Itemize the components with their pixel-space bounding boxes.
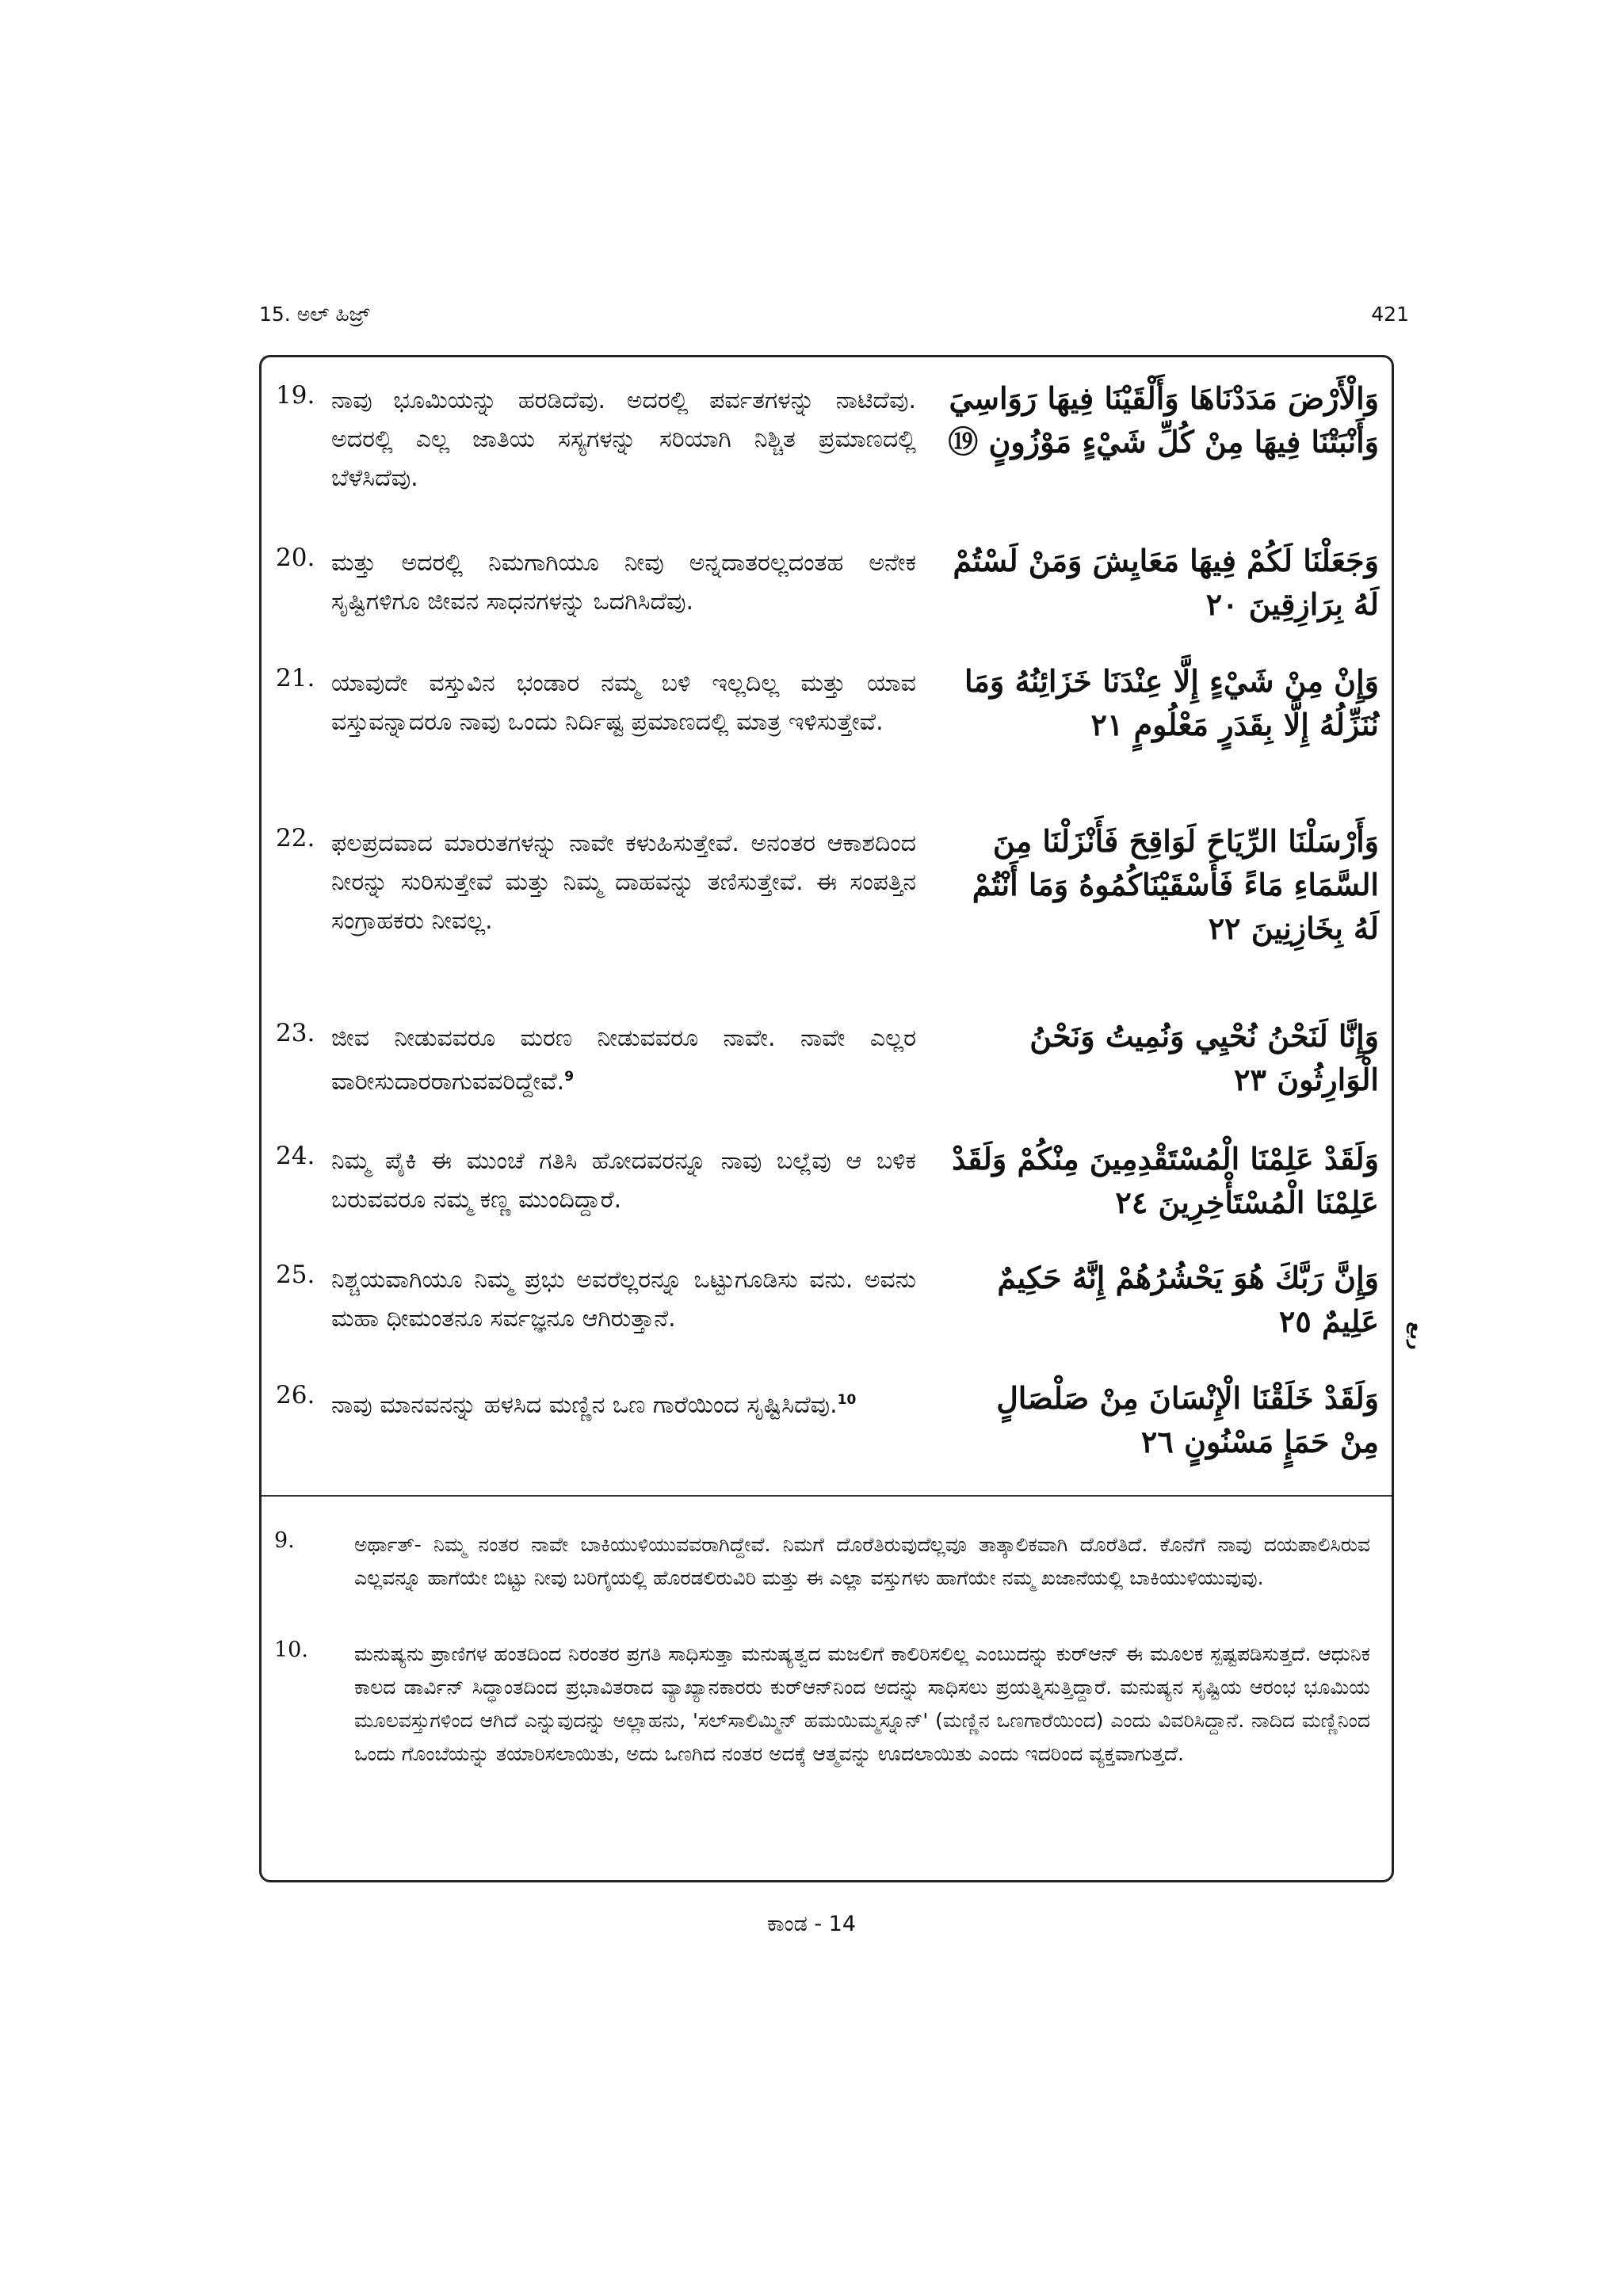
verse-number: 23. bbox=[276, 1019, 315, 1047]
verse-number: 21. bbox=[276, 664, 315, 692]
content-box bbox=[259, 355, 1394, 1882]
verse-arabic: وَإِنْ مِنْ شَيْءٍ إِلَّا عِنْدَنَا خَزَائِنُهُ وَمَا نُنَزِّلُهُ إِلَّا بِقَدَرٍ مَعْلُومٍ ٢١ bbox=[964, 663, 1379, 742]
footnote-number: 9. bbox=[274, 1528, 295, 1553]
verse-number: 24. bbox=[276, 1142, 315, 1170]
section-footer: ಕಾಂಡ - 14 bbox=[766, 1912, 857, 1936]
footnote-text: ಮನುಷ್ಯನು ಪ್ರಾಣಿಗಳ ಹಂತದಿಂದ ನಿರಂತರ ಪ್ರಗತಿ ಸಾಧಿಸುತ್ತಾ ಮನುಷ್ಯತ್ವದ ಮಜಲಿಗೆ ಕಾಲಿರಿಸಲಿಲ್ಲ ಎಂಬುದನ್ನು ಕುರ್‌ಆನ್ ಈ ಮೂಲಕ ಸ್ಪಷ್ಟಪಡಿಸುತ್ತದೆ. ಆಧುನಿಕ ಕಾಲದ ಡಾರ್ವಿನ್ ಸಿದ್ಧಾಂತದಿಂದ ಪ್ರಭಾವಿತರಾದ ವ್ಯಾಖ್ಯಾನಕಾರರು ಕುರ್‌ಆನ್‌ನಿಂದ ಅದನ್ನು ಸಾಧಿಸಲು ಪ್ರಯತ್ನಿಸುತ್ತಿದ್ದಾರೆ. ಮನುಷ್ಯನ ಸೃಷ್ಟಿಯ ಆರಂಭ ಭೂಮಿಯ ಮೂಲವಸ್ತುಗಳಿಂದ ಆಗಿದೆ ಎನ್ನುವುದನ್ನು ಅಲ್ಲಾಹನು, 'ಸಲ್‌ಸಾಲಿಮ್ಮಿನ್ ಹಮಯಿಮ್ಮಸ್ನೂನ್' (ಮಣ್ಣಿನ ಒಣಗಾರೆಯಿಂದ) ಎಂದು ವಿವರಿಸಿದ್ದಾನೆ. ನಾದಿದ ಮಣ್ಣಿನಿಂದ ಒಂದು ಗೊಂಬೆಯನ್ನು ತಯಾರಿಸಲಾಯಿತು, ಅದು ಒಣಗಿದ ನಂತರ ಅದಕ್ಕೆ ಆತ್ಮವನ್ನು ಊದಲಾಯಿತು ಎಂದು ಇದರಿಂದ ವ್ಯಕ್ತವಾಗುತ್ತದೆ. bbox=[354, 1642, 1370, 1765]
verse-translation: ನಾವು ಮಾನವನನ್ನು ಹಳಸಿದ ಮಣ್ಣಿನ ಒಣ ಗಾರೆಯಿಂದ ಸೃಷ್ಟಿಸಿದೆವು. bbox=[331, 1391, 838, 1419]
verse-arabic: وَالْأَرْضَ مَدَدْنَاهَا وَأَلْقَيْنَا فِيهَا رَوَاسِيَ وَأَنْبَتْنَا فِيهَا مِنْ كُلِّ شَيْءٍ مَوْزُونٍ ⑲ bbox=[948, 380, 1379, 460]
verse-translation-wrap bbox=[331, 1381, 916, 1425]
verse-arabic: وَإِنَّا لَنَحْنُ نُحْيِي وَنُمِيتُ وَنَحْنُ الْوَارِثُونَ ٢٣ bbox=[1029, 1018, 1379, 1097]
chapter-title: 15. ಅಲ್ ಹಿಜ್ರ್ bbox=[259, 303, 370, 326]
verse-arabic: وَأَرْسَلْنَا الرِّيَاحَ لَوَاقِحَ فَأَنْزَلْنَا مِنَ السَّمَاءِ مَاءً فَأَسْقَيْنَاكُمُوهُ وَمَا أَنْتُمْ لَهُ بِخَازِنِينَ ٢٢ bbox=[972, 823, 1379, 946]
verse-number: 19. bbox=[276, 381, 315, 410]
verse-arabic: وَلَقَدْ عَلِمْنَا الْمُسْتَقْدِمِينَ مِنْكُمْ وَلَقَدْ عَلِمْنَا الْمُسْتَأْخِرِينَ ٢٤ bbox=[952, 1141, 1379, 1220]
verse-arabic: وَجَعَلْنَا لَكُمْ فِيهَا مَعَايِشَ وَمَنْ لَسْتُمْ لَهُ بِرَازِقِينَ ٢٠ bbox=[953, 543, 1379, 622]
footnote-divider bbox=[262, 1495, 1392, 1497]
verse-translation: ಫಲಪ್ರದವಾದ ಮಾರುತಗಳನ್ನು ನಾವೇ ಕಳುಹಿಸುತ್ತೇವೆ. ಅನಂತರ ಆಕಾಶದಿಂದ ನೀರನ್ನು ಸುರಿಸುತ್ತೇವೆ ಮತ್ತು ನಿಮ್ಮ ದಾಹವನ್ನು ತಣಿಸುತ್ತೇವೆ. ಈ ಸಂಪತ್ತಿನ ಸಂಗ್ರಾಹಕರು ನೀವಲ್ಲ. bbox=[331, 830, 916, 935]
verse-number: 26. bbox=[276, 1381, 315, 1409]
verse-translation: ಜೀವ ನೀಡುವವರೂ ಮರಣ ನೀಡುವವರೂ ನಾವೇ. ನಾವೇ ಎಲ್ಲರ ವಾರೀಸುದಾರರಾಗುವವರಿದ್ದೇವೆ. bbox=[331, 1024, 916, 1096]
footnote-text: ಅರ್ಥಾತ್- ನಿಮ್ಮ ನಂತರ ನಾವೇ ಬಾಕಿಯುಳಿಯುವವರಾಗಿದ್ದೇವೆ. ನಿಮಗೆ ದೊರೆತಿರುವುದೆಲ್ಲವೂ ತಾತ್ಕಾಲಿಕವಾಗಿ ದೊರೆತಿದೆ. ಕೊನೆಗೆ ನಾವು ದಯಪಾಲಿಸಿರುವ ಎಲ್ಲವನ್ನೂ ಹಾಗೆಯೇ ಬಿಟ್ಟು ನೀವು ಬರಿಗೈಯಲ್ಲಿ ಹೊರಡಲಿರುವಿರಿ ಮತ್ತು ಈ ಎಲ್ಲಾ ವಸ್ತುಗಳು ಹಾಗೆಯೇ ನಮ್ಮ ಖಜಾನೆಯಲ್ಲಿ ಬಾಕಿಯುಳಿಯುವುವು. bbox=[354, 1533, 1370, 1589]
verse-translation: ನಿಶ್ಚಯವಾಗಿಯೂ ನಿಮ್ಮ ಪ್ರಭು ಅವರೆಲ್ಲರನ್ನೂ ಒಟ್ಟುಗೂಡಿಸು ವನು. ಅವನು ಮಹಾ ಧೀಮಂತನೂ ಸರ್ವಜ್ಞನೂ ಆಗಿರುತ್ತಾನೆ. bbox=[331, 1266, 916, 1333]
verse-number: 22. bbox=[276, 824, 315, 852]
page-number: 421 bbox=[1371, 303, 1409, 326]
verse-translation: ಮತ್ತು ಅದರಲ್ಲಿ ನಿಮಗಾಗಿಯೂ ನೀವು ಅನ್ನದಾತರಲ್ಲದಂತಹ ಅನೇಕ ಸೃಷ್ಟಿಗಳಿಗೂ ಜೀವನ ಸಾಧನಗಳನ್ನು ಒದಗಿಸಿದೆವು. bbox=[331, 549, 916, 616]
verse-number: 25. bbox=[276, 1261, 315, 1289]
footnote-number: 10. bbox=[274, 1638, 308, 1662]
verse-translation-wrap bbox=[331, 1019, 916, 1101]
verse-arabic: وَلَقَدْ خَلَقْنَا الْإِنْسَانَ مِنْ صَلْصَالٍ مِنْ حَمَإٍ مَسْنُونٍ ٢٦ bbox=[996, 1380, 1379, 1459]
verse-translation: ಯಾವುದೇ ವಸ್ತುವಿನ ಭಂಡಾರ ನಮ್ಮ ಬಳಿ ಇಲ್ಲದಿಲ್ಲ ಮತ್ತು ಯಾವ ವಸ್ತುವನ್ನಾದರೂ ನಾವು ಒಂದು ನಿರ್ದಿಷ್ಟ ಪ್ರಮಾಣದಲ್ಲಿ ಮಾತ್ರ ಇಳಿಸುತ್ತೇವೆ. bbox=[331, 669, 916, 736]
footnote-ref[interactable]: 10 bbox=[837, 1392, 857, 1408]
verse-arabic: وَإِنَّ رَبَّكَ هُوَ يَحْشُرُهُمْ إِنَّهُ حَكِيمٌ عَلِيمٌ ٢٥ bbox=[997, 1260, 1379, 1339]
footnote-ref[interactable]: 9 bbox=[564, 1069, 575, 1085]
verse-translation: ನಿಮ್ಮ ಪೈಕಿ ಈ ಮುಂಚೆ ಗತಿಸಿ ಹೋದವರನ್ನೂ ನಾವು ಬಲ್ಲೆವು ಆ ಬಳಿಕ ಬರುವವರೂ ನಮ್ಮ ಕಣ್ಣ ಮುಂದಿದ್ದಾರೆ. bbox=[331, 1147, 916, 1214]
rub-marker: ربع bbox=[1406, 1322, 1426, 1350]
verse-translation: ನಾವು ಭೂಮಿಯನ್ನು ಹರಡಿದೆವು. ಅದರಲ್ಲಿ ಪರ್ವತಗಳನ್ನು ನಾಟಿದೆವು. ಅದರಲ್ಲಿ ಎಲ್ಲ ಜಾತಿಯ ಸಸ್ಯಗಳನ್ನು ಸರಿಯಾಗಿ ನಿಶ್ಚಿತ ಪ್ರಮಾಣದಲ್ಲಿ ಬೆಳೆಸಿದೆವು. bbox=[331, 387, 916, 492]
verse-number: 20. bbox=[276, 543, 315, 572]
